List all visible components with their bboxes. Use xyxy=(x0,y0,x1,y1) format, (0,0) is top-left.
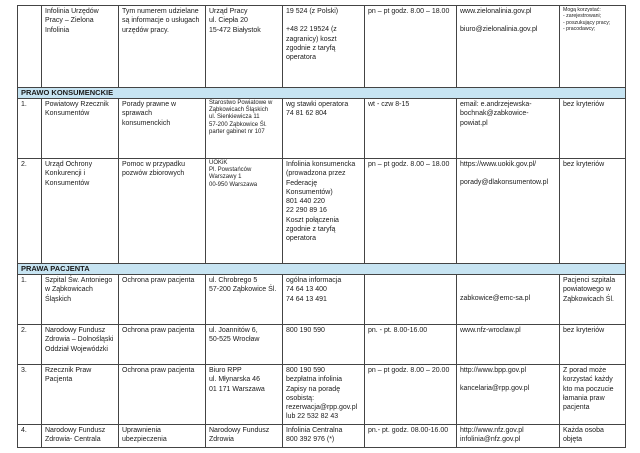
cell-line: 57-200 Ząbkowice Śl. xyxy=(209,286,277,294)
cell-line: 800 190 590 xyxy=(286,327,325,334)
cell-line: - pracodawcy; xyxy=(563,26,596,33)
cell-line[interactable]: http://www.bpp.gov.pl xyxy=(460,367,527,374)
institution-name: Powiatowy Rzecznik Konsumentów xyxy=(42,99,119,159)
institution-name: Infolinia Urzędów Pracy – Zielona Infolinia xyxy=(42,6,119,88)
cell-line[interactable]: biuro@zielonalinia.gov.pl xyxy=(460,26,538,34)
cell-line: 800 392 976 (*) xyxy=(286,436,335,444)
cell-line: 57-200 Ząbkowice Śl. parter gabinet nr 107 xyxy=(209,121,267,135)
cell-line: 01 171 Warszawa xyxy=(209,385,265,393)
cell-line[interactable]: email: e.andrzejewska-bochnak@zabkowice-powiat.pl xyxy=(460,101,532,127)
contact-links[interactable] xyxy=(457,159,560,264)
table-body xyxy=(18,6,626,448)
cell-line xyxy=(460,375,556,384)
cell-line: 22 290 89 16 xyxy=(286,207,327,215)
address xyxy=(206,159,283,264)
cell-line: Każda osoba objęta xyxy=(563,427,604,444)
table-row xyxy=(18,99,626,159)
table-row xyxy=(18,365,626,425)
cell-line[interactable]: infolinia@nfz.gov.pl xyxy=(460,436,521,444)
contact-links[interactable] xyxy=(457,325,560,365)
service-scope: Tym numerem udzielane są informacje o usługach urzędów pracy. xyxy=(119,6,206,88)
cell-line xyxy=(460,16,556,25)
opening-hours: wt - czw 8-15 xyxy=(365,99,457,159)
cell-line: ul. Młynarska 46 xyxy=(209,376,260,384)
address xyxy=(206,6,283,88)
service-scope: Uprawnienia ubezpieczenia xyxy=(119,425,206,448)
cell-line[interactable]: http://www.nfz.gov.pl xyxy=(460,427,524,434)
contact-links[interactable] xyxy=(457,275,560,325)
row-number xyxy=(18,6,42,88)
cell-line xyxy=(460,285,556,294)
cell-line[interactable]: https://www.uokik.gov.pl/ xyxy=(460,161,537,168)
institution-name: Rzecznik Praw Pacjenta xyxy=(42,365,119,425)
contact-links[interactable] xyxy=(457,425,560,448)
opening-hours: pn – pt godz. 8.00 – 20.00 xyxy=(365,365,457,425)
cell-line: Mogą korzystać: xyxy=(563,7,601,13)
service-scope: Ochrona praw pacjenta xyxy=(119,325,206,365)
cell-line: ul. Sienkiewicza 11 xyxy=(209,114,260,121)
phone-info xyxy=(283,275,365,325)
cell-line: bez kryteriów xyxy=(563,161,605,168)
cell-line: Koszt połączenia zgodnie z taryfą operatora xyxy=(286,216,339,243)
contact-links[interactable] xyxy=(457,365,560,425)
address xyxy=(206,325,283,365)
cell-line: 50-525 Wrocław xyxy=(209,336,260,344)
cell-line: ul. Ciepła 20 xyxy=(209,17,248,25)
institution-name: Szpital Św. Antoniego w Ząbkowicach Śląskich xyxy=(42,275,119,325)
cell-line: Infolinia konsumencka (prowadzona przez Federację Konsumentów) xyxy=(286,161,356,196)
row-number: 2. xyxy=(18,325,42,365)
services-table xyxy=(17,5,626,448)
cell-line xyxy=(460,276,556,285)
cell-line: Narodowy Fundusz Zdrowia xyxy=(209,427,270,444)
cell-line xyxy=(286,16,361,25)
cell-line xyxy=(460,169,556,178)
cell-line: Z porad może korzystać każdy kto ma poczucie łamania praw pacjenta xyxy=(563,367,614,412)
cell-line: UOKiK xyxy=(209,160,228,166)
eligibility xyxy=(560,425,626,448)
phone-info xyxy=(283,325,365,365)
address xyxy=(206,365,283,425)
eligibility xyxy=(560,365,626,425)
institution-name: Urząd Ochrony Konkurencji i Konsumentów xyxy=(42,159,119,264)
cell-line: 801 440 220 xyxy=(286,198,325,206)
row-number: 2. xyxy=(18,159,42,264)
cell-line: bez kryteriów xyxy=(563,101,605,108)
section-title: PRAWA PACJENTA xyxy=(18,264,626,275)
cell-line: Pl. Powstańców Warszawy 1 xyxy=(209,167,252,181)
cell-line: rezerwacja@rpp.gov.pl lub 22 532 82 43 xyxy=(286,404,358,421)
cell-line: 19 524 (z Polski) xyxy=(286,8,339,15)
cell-line: Pacjenci szpitala powiatowego w Ząbkowicach Śl. xyxy=(563,277,616,303)
table-row xyxy=(18,6,626,88)
cell-line: Starostwo Powiatowe w Ząbkowicach Śląskich xyxy=(209,100,273,114)
section-header xyxy=(18,88,626,99)
cell-line: 74 81 62 804 xyxy=(286,110,327,118)
cell-line: Infolinia Centralna xyxy=(286,427,343,434)
section-title: PRAWO KONSUMENCKIE xyxy=(18,88,626,99)
section-header xyxy=(18,264,626,275)
opening-hours: pn.- pt. godz. 08.00-16.00 xyxy=(365,425,457,448)
cell-line: - poszukujący pracy; xyxy=(563,19,611,26)
service-scope: Ochrona praw pacjenta xyxy=(119,365,206,425)
cell-line[interactable]: porady@dlakonsumentow.pl xyxy=(460,179,549,187)
cell-line: Zapisy na poradę osobistą: xyxy=(286,385,341,402)
table-row xyxy=(18,425,626,448)
contact-links[interactable] xyxy=(457,6,560,88)
address xyxy=(206,99,283,159)
eligibility xyxy=(560,275,626,325)
table-row xyxy=(18,275,626,325)
cell-line[interactable]: zabkowice@emc-sa.pl xyxy=(460,295,531,302)
institution-name: Narodowy Fundusz Zdrowia- Centrala xyxy=(42,425,119,448)
service-scope: Porady prawne w sprawach konsumenckich xyxy=(119,99,206,159)
opening-hours: pn – pt godz. 8.00 – 18.00 xyxy=(365,159,457,264)
opening-hours: pn – pt godz. 8.00 – 18.00 xyxy=(365,6,457,88)
eligibility xyxy=(560,6,626,88)
address xyxy=(206,425,283,448)
cell-line: +48 22 19524 (z zagranicy) koszt zgodnie z taryfą operatora xyxy=(286,26,337,62)
institution-name: Narodowy Fundusz Zdrowia – Dolnośląski Oddział Wojewódzki xyxy=(42,325,119,365)
phone-info xyxy=(283,159,365,264)
address xyxy=(206,275,283,325)
eligibility xyxy=(560,159,626,264)
cell-line: 74 64 13 400 xyxy=(286,286,327,294)
cell-line: Biuro RPP xyxy=(209,367,242,374)
row-number: 3. xyxy=(18,365,42,425)
service-scope: Ochrona praw pacjenta xyxy=(119,275,206,325)
cell-line: 74 64 13 491 xyxy=(286,295,327,303)
cell-line[interactable]: www.zielonalinia.gov.pl xyxy=(460,8,532,15)
cell-line: bezpłatna infolinia xyxy=(286,376,343,384)
cell-line: 800 190 590 xyxy=(286,367,325,374)
cell-line: - zarejestrowani; xyxy=(563,13,602,20)
service-scope: Pomoc w przypadku pozwów zbiorowych xyxy=(119,159,206,264)
contact-links[interactable] xyxy=(457,99,560,159)
cell-line[interactable]: kancelaria@rpp.gov.pl xyxy=(460,385,530,393)
phone-info xyxy=(283,99,365,159)
cell-line: ogólna informacja xyxy=(286,277,342,284)
cell-line: ul. Joannitów 6, xyxy=(209,327,258,334)
cell-line: ul. Chrobrego 5 xyxy=(209,277,258,284)
cell-line: 15-472 Białystok xyxy=(209,26,261,34)
row-number: 1. xyxy=(18,99,42,159)
cell-line: bez kryteriów xyxy=(563,327,605,334)
row-number: 1. xyxy=(18,275,42,325)
opening-hours xyxy=(365,275,457,325)
opening-hours: pn. - pt. 8.00-16.00 xyxy=(365,325,457,365)
cell-line: Urząd Pracy xyxy=(209,8,248,15)
phone-info xyxy=(283,425,365,448)
row-number: 4. xyxy=(18,425,42,448)
eligibility xyxy=(560,325,626,365)
table-row xyxy=(18,325,626,365)
cell-line: wg stawki operatora xyxy=(286,101,349,108)
table-row xyxy=(18,159,626,264)
phone-info xyxy=(283,365,365,425)
phone-info xyxy=(283,6,365,88)
eligibility xyxy=(560,99,626,159)
cell-line: 00-950 Warszawa xyxy=(209,181,258,188)
cell-line[interactable]: www.nfz-wroclaw.pl xyxy=(460,327,521,334)
